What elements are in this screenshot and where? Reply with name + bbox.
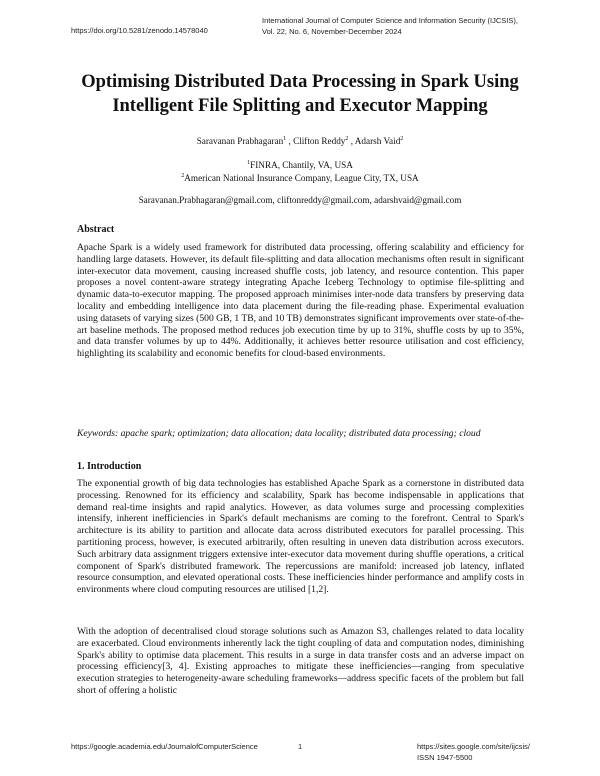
affiliations <box>0 159 600 184</box>
author-affil-marker: 2 <box>400 136 404 142</box>
author-emails: Saravanan.Prabhagaran@gmail.com, cliftonreddy@gmail.com, adarshvaid@gmail.com <box>138 195 462 205</box>
keywords: Keywords: apache spark; optimization; data allocation; data locality; distributed data processing; cloud <box>77 428 481 439</box>
abstract-text: Apache Spark is a widely used framework for distributed data processing, offering scalability and efficiency for handling large datasets. However, its default file-splitting and data allocation mechanisms often result in significant inter-executor data movement, causing increased shuffle costs, job latency, and resource contention. This paper proposes a novel content-aware strategy integrating Apache Iceberg Technology to optimise file-splitting and dynamic data-to-executor mapping. The proposed approach minimises inter-node data transfers by preserving data locality and embedding intelligence into data placement during the file-reading phase. Experimental evaluation using datasets of varying sizes (500 GB, 1 TB, and 10 TB) demonstrates significant improvements over state-of-the-art baseline methods. The proposed method reduces job execution time by up to 31%, shuffle costs by up to 35%, and data transfer volumes by up to 44%. Additionally, it achieves better resource utilisation and cost efficiency, highlighting its scalability and economic benefits for cloud-based environments. <box>77 242 524 360</box>
author-list: Saravanan Prabhagaran$^1$ , Clifton Reddy$^2$ , Adarsh Vaid$^2$ <box>196 136 404 146</box>
footer-academia-link[interactable]: https://google.academia.edu/JournalofComputerScience <box>71 742 258 751</box>
affiliation-line <box>0 172 600 185</box>
affiliation-text: American National Insurance Company, League City, TX, USA <box>184 172 419 183</box>
footer-site-link[interactable]: https://sites.google.com/site/ijcsis/ <box>417 742 530 751</box>
paper-title: Optimising Distributed Data Processing in Spark Using Intelligent File Splitting and Executor Mapping <box>81 72 519 116</box>
section-heading-introduction: 1. Introduction <box>77 461 142 472</box>
page-number: 1 <box>298 742 303 751</box>
author-affil-marker: 1 <box>283 136 287 142</box>
intro-paragraph-2: With the adoption of decentralised cloud storage solutions such as Amazon S3, challenges related to data locality are exacerbated. Cloud environments inherently lack the tight coupling of data and computation nodes, diminishing Spark's ability to optimise data placement. This results in a surge in data transfer costs and an adverse impact on processing efficiency[3, 4]. Existing approaches to mitigate these inefficiencies—ranging from speculative execution strategies to heterogeneity-aware scheduling frameworks—address specific facets of the problem but fall short of offering a holistic <box>77 626 524 696</box>
author-name: Clifton Reddy <box>293 136 346 146</box>
journal-header <box>262 16 518 37</box>
intro-paragraph-1: The exponential growth of big data technologies has established Apache Spark as a cornerstone in distributed data processing. Renowned for its efficiency and scalability, Spark has become indispensable in applications that demand real-time insights and rapid analytics. However, as data volumes surge and processing complexities intensify, inherent inefficiencies in Spark's default mechanisms are coming to the forefront. Central to Spark's architecture is its ability to partition and allocate data across distributed executors for parallel processing. This partitioning process, however, is executed arbitrarily, often resulting in uneven data distribution across executors. Such arbitrary data assignment triggers extensive inter-executor data movement during shuffle operations, a critical component of Spark's distributed framework. The repercussions are manifold: increased job latency, inflated resource consumption, and elevated operational costs. These inefficiencies hinder performance and amplify costs in environments where cloud computing resources are utilised [1,2]. <box>77 478 524 596</box>
journal-line-1: International Journal of Computer Science and Information Security (IJCSIS), <box>262 16 518 25</box>
doi-link[interactable]: https://doi.org/10.5281/zenodo.14578040 <box>71 26 208 35</box>
affiliation-text: FINRA, Chantily, VA, USA <box>250 160 353 170</box>
journal-line-2: Vol. 22, No. 6, November-December 2024 <box>262 26 402 36</box>
affiliation-line <box>0 159 600 172</box>
author-name: Saravanan Prabhagaran <box>196 136 284 146</box>
author-affil-marker: 2 <box>345 136 349 142</box>
footer-issn: ISSN 1947-5500 <box>417 752 473 762</box>
abstract-heading: Abstract <box>77 224 115 235</box>
affiliation-marker: 1 <box>247 160 251 166</box>
footer-right <box>417 742 530 763</box>
author-name: Adarsh Vaid <box>354 136 401 146</box>
affiliation-marker: 2 <box>181 172 185 179</box>
